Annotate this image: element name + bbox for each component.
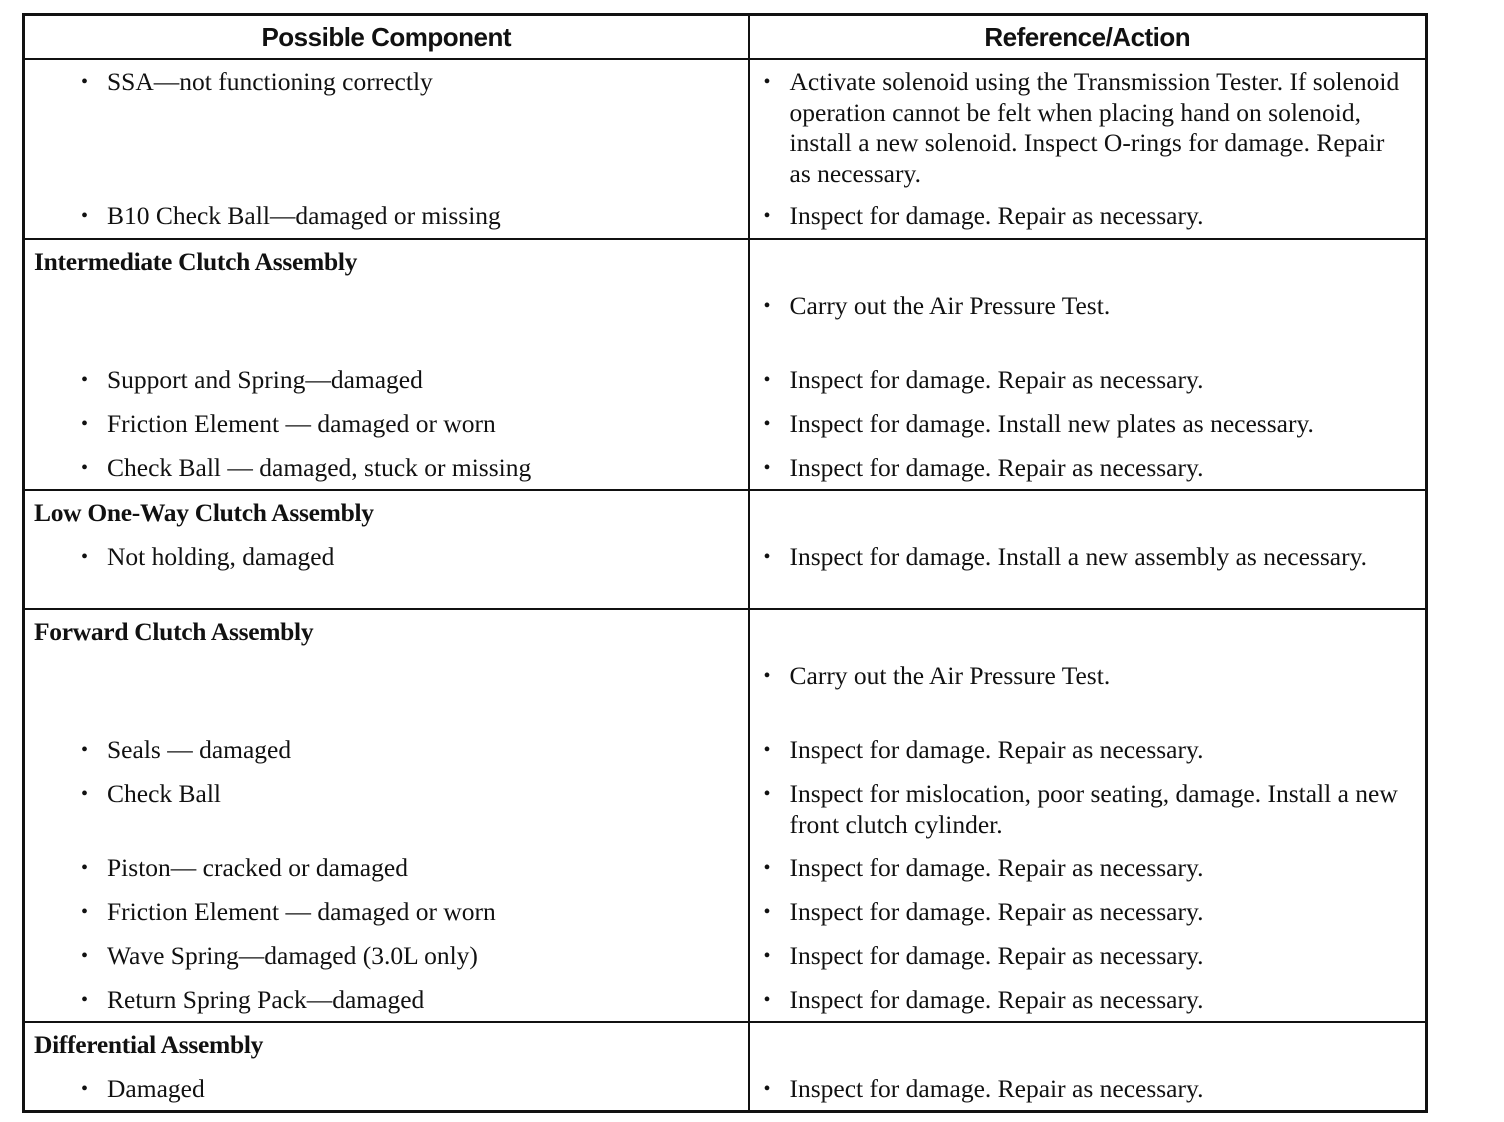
action-text-intermediate-friction: Inspect for damage. Install new plates as necessary. [789,409,1314,438]
action-text-intermediate-checkball: Inspect for damage. Repair as necessary. [789,453,1204,482]
bullet-icon: • [81,369,89,391]
section-row-differential [24,1022,1427,1067]
table-row-ssa [24,59,1427,194]
action-cell [749,846,1427,890]
action-cell [749,194,1427,239]
bullet-icon: • [763,857,771,879]
component-cell [24,609,749,728]
diagnosis-table [22,13,1428,1113]
bullet-icon: • [763,546,771,568]
section-row-low-oneway [24,490,1427,535]
bullet-icon: • [763,989,771,1011]
table-row-forward-friction [24,890,1427,934]
bullet-icon: • [81,783,89,805]
action-text-differential-damaged: Inspect for damage. Repair as necessary. [789,1074,1204,1103]
bullet-icon: • [81,901,89,923]
bullet-icon: • [81,857,89,879]
component-text-return-spring: Return Spring Pack—damaged [107,985,425,1014]
table-row-differential-damaged [24,1067,1427,1112]
section-title-low-oneway: Low One-Way Clutch Assembly [34,498,374,527]
action-cell [749,1067,1427,1112]
component-text-not-holding: Not holding, damaged [107,542,335,571]
bullet-icon: • [81,205,89,227]
component-text-support: Support and Spring—damaged [107,365,423,394]
action-text-return-spring: Inspect for damage. Repair as necessary. [789,985,1204,1014]
action-text-intermediate-air-test: Carry out the Air Pressure Test. [789,291,1111,320]
action-cell [749,239,1427,358]
component-text-differential-damaged: Damaged [107,1074,205,1103]
action-text-b10: Inspect for damage. Repair as necessary. [789,201,1204,230]
table-row-forward-seals [24,728,1427,772]
component-text-intermediate-checkball: Check Ball — damaged, stuck or missing [107,453,532,482]
bullet-icon: • [81,945,89,967]
action-cell [749,358,1427,402]
component-cell [24,446,749,490]
component-cell [24,978,749,1022]
table-row-intermediate-support [24,358,1427,402]
section-title-differential: Differential Assembly [34,1030,264,1059]
action-text-forward-friction: Inspect for damage. Repair as necessary. [789,897,1204,926]
component-text-ssa: SSA—not functioning correctly [107,67,433,96]
action-text-not-holding: Inspect for damage. Install a new assembly as necessary. [789,542,1368,571]
action-text-forward-air-test: Carry out the Air Pressure Test. [789,661,1111,690]
bullet-icon: • [763,295,771,317]
header-reference-action: Reference/Action [749,15,1427,60]
bullet-icon: • [81,1078,89,1100]
bullet-icon: • [763,369,771,391]
action-cell [749,934,1427,978]
table-row-intermediate-friction [24,402,1427,446]
component-cell [24,728,749,772]
action-text-support: Inspect for damage. Repair as necessary. [789,365,1204,394]
action-text-forward-checkball: Inspect for mislocation, poor seating, damage. Install a new front clutch cylinder. [789,779,1398,839]
action-text-wave-spring: Inspect for damage. Repair as necessary. [789,941,1204,970]
component-cell [24,1067,749,1112]
component-cell [24,239,749,358]
component-cell [24,1022,749,1067]
bullet-icon: • [763,413,771,435]
bullet-icon: • [81,989,89,1011]
table-row-forward-checkball [24,772,1427,846]
bullet-icon: • [81,457,89,479]
component-cell [24,59,749,194]
bullet-icon: • [81,413,89,435]
table-row-forward-piston [24,846,1427,890]
bullet-icon: • [763,1078,771,1100]
bullet-icon: • [763,71,771,93]
bullet-icon: • [763,945,771,967]
header-possible-component: Possible Component [24,15,749,60]
bullet-icon: • [81,71,89,93]
action-cell [749,1022,1427,1067]
component-cell [24,194,749,239]
component-cell [24,402,749,446]
component-cell [24,490,749,535]
table-row-b10 [24,194,1427,239]
action-cell [749,772,1427,846]
component-text-seals: Seals — damaged [107,735,292,764]
action-cell [749,978,1427,1022]
component-cell [24,535,749,609]
action-cell [749,890,1427,934]
component-cell [24,846,749,890]
component-text-wave-spring: Wave Spring—damaged (3.0L only) [107,941,478,970]
bullet-icon: • [763,665,771,687]
section-title-forward: Forward Clutch Assembly [34,617,314,646]
component-cell [24,358,749,402]
component-cell [24,772,749,846]
component-text-b10: B10 Check Ball—damaged or missing [107,201,501,230]
bullet-icon: • [81,546,89,568]
section-title-intermediate: Intermediate Clutch Assembly [34,247,358,276]
bullet-icon: • [81,739,89,761]
bullet-icon: • [763,901,771,923]
action-text-seals: Inspect for damage. Repair as necessary. [789,735,1204,764]
action-cell [749,535,1427,609]
action-cell [749,59,1427,194]
bullet-icon: • [763,783,771,805]
component-text-piston: Piston— cracked or damaged [107,853,408,882]
bullet-icon: • [763,739,771,761]
action-cell [749,609,1427,728]
table-row-low-oneway-holding [24,535,1427,609]
table-row-forward-return [24,978,1427,1022]
section-row-forward [24,609,1427,728]
action-cell [749,728,1427,772]
component-text-forward-friction: Friction Element — damaged or worn [107,897,496,926]
bullet-icon: • [763,205,771,227]
section-row-intermediate [24,239,1427,358]
action-cell [749,402,1427,446]
action-text-ssa: Activate solenoid using the Transmission Tester. If solenoid operation cannot be felt when placing hand on solenoid, install a new solenoid. Inspect O-rings for damage. Repair as necessary. [789,67,1400,188]
component-text-forward-checkball: Check Ball [107,779,222,808]
bullet-icon: • [763,457,771,479]
component-cell [24,934,749,978]
action-cell [749,490,1427,535]
component-text-intermediate-friction: Friction Element — damaged or worn [107,409,496,438]
header-row [24,15,1427,60]
component-cell [24,890,749,934]
table-row-intermediate-checkball [24,446,1427,490]
action-text-piston: Inspect for damage. Repair as necessary. [789,853,1204,882]
table-row-forward-wave [24,934,1427,978]
action-cell [749,446,1427,490]
